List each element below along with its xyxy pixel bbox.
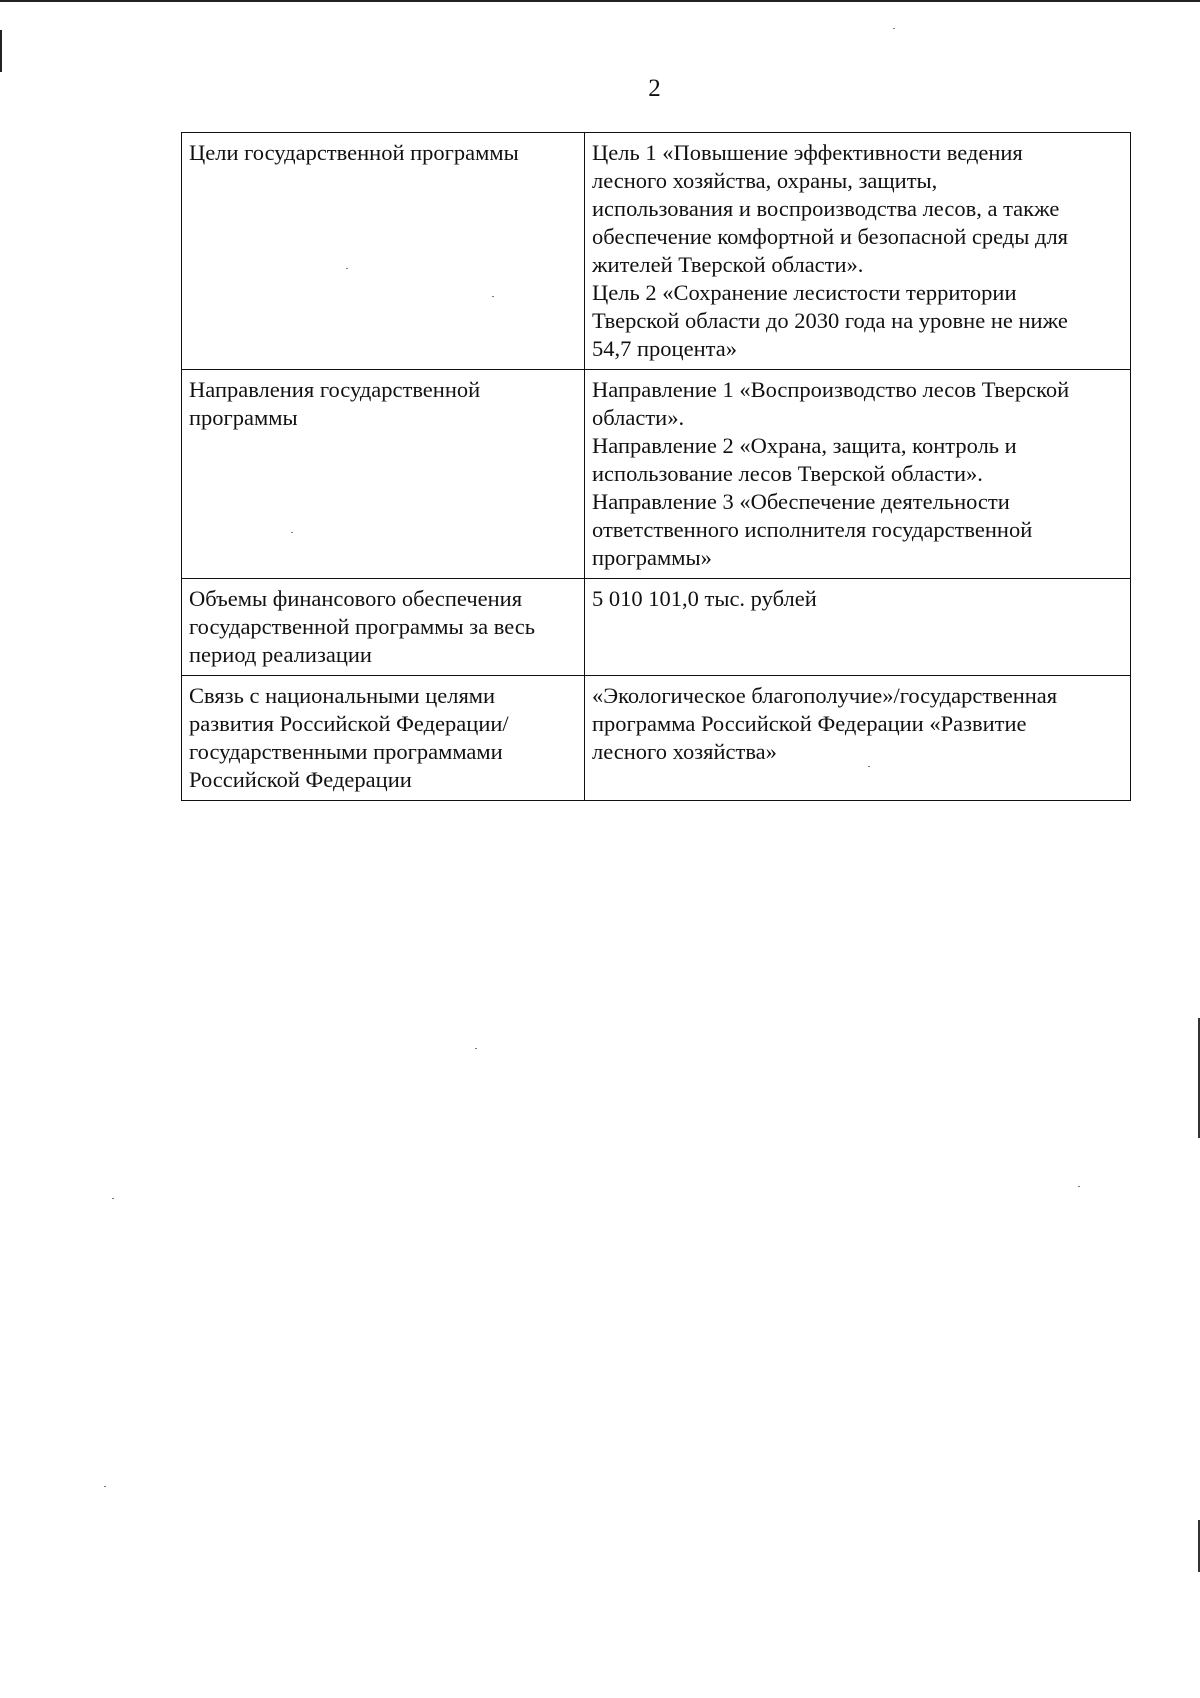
row-label-cell [182,676,585,801]
row-value-cell [585,676,1131,801]
scan-speck [112,1198,114,1199]
row-value-line: программа Российской Федерации «Развитие [592,711,1027,736]
row-label-line: Цели государственной программы [189,140,519,165]
row-value-line: лесного хозяйства» [592,739,777,764]
table-row [182,370,1131,579]
table-row [182,676,1131,801]
table-row [182,579,1131,676]
row-value-line: жителей Тверской области». [592,252,864,277]
row-value-line: 5 010 101,0 тыс. рублей [592,586,817,611]
row-value-line: ответственного исполнителя государственной [592,517,1033,542]
scan-speck [1078,1186,1080,1187]
row-label-line: период реализации [189,642,372,667]
scan-speck [893,28,895,29]
row-label-line: Направления государственной [189,377,481,402]
row-value-line: Цель 2 «Сохранение лесистости территории [592,280,1017,305]
row-value-line: области». [592,405,685,430]
row-value-line: обеспечение комфортной и безопасной среды для [592,224,1069,249]
row-label-line: Российской Федерации [189,767,412,792]
row-label-line: Связь с национальными целями [189,683,496,708]
row-label-cell [182,579,585,676]
row-value-line: программы» [592,545,712,570]
table-row [182,133,1131,370]
row-value-line: Направление 3 «Обеспечение деятельности [592,489,1010,514]
row-label-line: государственной программы за весь [189,614,535,639]
row-value-cell [585,579,1131,676]
row-label-line: развития Российской Федерации/ [189,711,509,736]
row-value-line: Цель 1 «Повышение эффективности ведения [592,140,1023,165]
row-label-line: государственными программами [189,739,503,764]
row-value-line: 54,7 процента» [592,336,737,361]
scan-speck [104,1486,106,1487]
scan-speck [475,1048,477,1049]
row-value-line: Направление 2 «Охрана, защита, контроль и [592,433,1017,458]
row-value-line: лесного хозяйства, охраны, защиты, [592,168,938,193]
page-top-edge [0,0,1200,2]
row-label-cell [182,133,585,370]
row-value-line: использование лесов Тверской области». [592,461,983,486]
row-value-cell [585,133,1131,370]
row-value-cell [585,370,1131,579]
program-passport-table [181,132,1131,801]
row-value-line: Направление 1 «Воспроизводство лесов Тверской [592,377,1070,402]
row-value-line: «Экологическое благополучие»/государственная [592,683,1058,708]
row-label-line: Объемы финансового обеспечения [189,586,523,611]
row-label-cell [182,370,585,579]
row-label-line: программы [189,405,298,430]
scan-edge-mark [0,30,2,72]
page-number: 2 [648,75,661,102]
row-value-line: Тверской области до 2030 года на уровне не ниже [592,308,1068,333]
row-value-line: использования и воспроизводства лесов, а также [592,196,1060,221]
